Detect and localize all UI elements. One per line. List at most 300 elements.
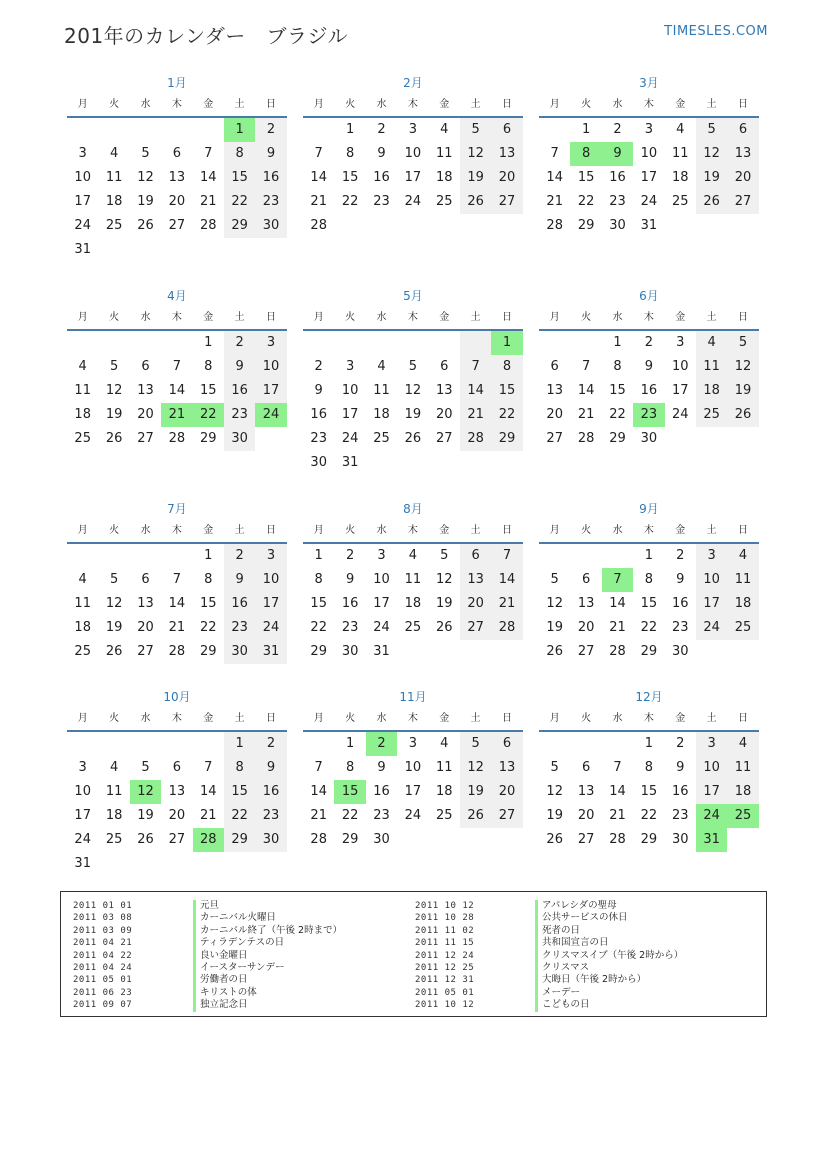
day-cell[interactable]: 16 [341, 596, 359, 611]
day-cell[interactable]: 17 [255, 379, 286, 403]
holiday-day-cell[interactable]: 25 [727, 804, 758, 828]
day-cell[interactable]: 20 [460, 592, 491, 616]
day-cell[interactable]: 20 [577, 620, 595, 635]
day-cell[interactable]: 21 [310, 808, 327, 823]
holiday-day-cell[interactable]: 8 [570, 142, 601, 166]
day-cell[interactable]: 28 [168, 431, 186, 446]
day-cell[interactable]: 1 [644, 548, 653, 563]
day-cell[interactable]: 6 [440, 359, 449, 374]
day-cell[interactable]: 8 [224, 142, 255, 166]
day-cell[interactable]: 20 [137, 620, 154, 635]
day-cell[interactable]: 19 [546, 620, 563, 635]
day-cell[interactable]: 22 [199, 620, 217, 635]
day-cell[interactable]: 11 [671, 146, 689, 161]
day-cell[interactable]: 14 [460, 379, 491, 403]
day-cell[interactable]: 23 [373, 194, 390, 209]
day-cell[interactable]: 9 [676, 760, 685, 775]
day-cell[interactable]: 28 [609, 644, 626, 659]
day-cell[interactable]: 23 [373, 808, 390, 823]
day-cell[interactable]: 21 [199, 194, 217, 209]
day-cell[interactable]: 11 [404, 572, 422, 587]
day-cell[interactable]: 8 [345, 146, 355, 161]
day-cell[interactable]: 1 [644, 736, 653, 751]
day-cell[interactable]: 11 [74, 596, 91, 611]
day-cell[interactable]: 13 [491, 142, 522, 166]
day-cell[interactable]: 10 [255, 568, 286, 592]
day-cell[interactable]: 9 [345, 572, 355, 587]
day-cell[interactable]: 1 [314, 548, 323, 563]
day-cell[interactable]: 9 [255, 142, 286, 166]
day-cell[interactable]: 18 [74, 620, 91, 635]
day-cell[interactable]: 18 [105, 194, 123, 209]
day-cell[interactable]: 14 [199, 784, 217, 799]
day-cell[interactable]: 28 [609, 832, 626, 847]
day-cell[interactable]: 4 [440, 122, 449, 137]
day-cell[interactable]: 2 [377, 122, 386, 137]
day-cell[interactable]: 3 [78, 146, 87, 161]
day-cell[interactable]: 25 [373, 431, 390, 446]
day-cell[interactable]: 5 [550, 572, 559, 587]
day-cell[interactable]: 20 [491, 166, 522, 190]
day-cell[interactable]: 14 [609, 596, 626, 611]
day-cell[interactable]: 2 [224, 544, 255, 568]
day-cell[interactable]: 25 [435, 194, 453, 209]
day-cell[interactable]: 4 [727, 732, 758, 756]
day-cell[interactable]: 5 [109, 359, 119, 374]
day-cell[interactable]: 22 [609, 407, 626, 422]
day-cell[interactable]: 8 [204, 359, 213, 374]
day-cell[interactable]: 11 [105, 170, 123, 185]
day-cell[interactable]: 22 [491, 403, 522, 427]
holiday-day-cell[interactable]: 15 [334, 780, 365, 804]
day-cell[interactable]: 5 [141, 146, 150, 161]
day-cell[interactable]: 22 [577, 194, 595, 209]
day-cell[interactable]: 11 [105, 784, 123, 799]
day-cell[interactable]: 19 [546, 808, 563, 823]
day-cell[interactable]: 27 [168, 832, 186, 847]
day-cell[interactable]: 9 [224, 355, 255, 379]
day-cell[interactable]: 26 [546, 644, 563, 659]
day-cell[interactable]: 13 [435, 383, 453, 398]
day-cell[interactable]: 10 [373, 572, 390, 587]
day-cell[interactable]: 3 [255, 544, 286, 568]
day-cell[interactable]: 24 [74, 218, 91, 233]
holiday-day-cell[interactable]: 12 [130, 780, 161, 804]
day-cell[interactable]: 22 [640, 808, 658, 823]
day-cell[interactable]: 10 [255, 355, 286, 379]
day-cell[interactable]: 27 [137, 431, 154, 446]
day-cell[interactable]: 27 [137, 644, 154, 659]
day-cell[interactable]: 15 [491, 379, 522, 403]
day-cell[interactable]: 6 [172, 760, 181, 775]
day-cell[interactable]: 6 [141, 572, 150, 587]
day-cell[interactable]: 18 [74, 407, 91, 422]
holiday-day-cell[interactable]: 9 [602, 142, 633, 166]
day-cell[interactable]: 14 [168, 383, 186, 398]
day-cell[interactable]: 6 [550, 359, 559, 374]
day-cell[interactable]: 28 [460, 427, 491, 451]
day-cell[interactable]: 16 [373, 784, 390, 799]
day-cell[interactable]: 2 [613, 122, 622, 137]
day-cell[interactable]: 12 [696, 142, 727, 166]
day-cell[interactable]: 20 [435, 407, 453, 422]
day-cell[interactable]: 30 [373, 832, 390, 847]
day-cell[interactable]: 16 [373, 170, 390, 185]
day-cell[interactable]: 13 [168, 170, 186, 185]
day-cell[interactable]: 16 [671, 596, 689, 611]
day-cell[interactable]: 15 [224, 780, 255, 804]
holiday-day-cell[interactable]: 1 [491, 331, 522, 355]
day-cell[interactable]: 13 [137, 383, 154, 398]
day-cell[interactable]: 4 [408, 548, 417, 563]
day-cell[interactable]: 2 [224, 331, 255, 355]
day-cell[interactable]: 2 [676, 736, 685, 751]
day-cell[interactable]: 16 [224, 379, 255, 403]
day-cell[interactable]: 7 [550, 146, 559, 161]
day-cell[interactable]: 13 [546, 383, 563, 398]
day-cell[interactable]: 27 [577, 832, 595, 847]
day-cell[interactable]: 21 [609, 620, 626, 635]
day-cell[interactable]: 24 [74, 832, 91, 847]
holiday-day-cell[interactable]: 31 [696, 828, 727, 852]
day-cell[interactable]: 25 [435, 808, 453, 823]
day-cell[interactable]: 19 [404, 407, 422, 422]
day-cell[interactable]: 19 [727, 379, 758, 403]
day-cell[interactable]: 19 [460, 166, 491, 190]
day-cell[interactable]: 24 [373, 620, 390, 635]
day-cell[interactable]: 24 [640, 194, 658, 209]
day-cell[interactable]: 10 [341, 383, 359, 398]
day-cell[interactable]: 30 [224, 427, 255, 451]
day-cell[interactable]: 26 [137, 218, 154, 233]
day-cell[interactable]: 29 [341, 832, 359, 847]
day-cell[interactable]: 12 [460, 756, 491, 780]
day-cell[interactable]: 14 [199, 170, 217, 185]
holiday-day-cell[interactable]: 28 [193, 828, 224, 852]
day-cell[interactable]: 10 [696, 756, 727, 780]
day-cell[interactable]: 30 [310, 455, 327, 470]
day-cell[interactable]: 31 [74, 856, 91, 871]
day-cell[interactable]: 6 [141, 359, 150, 374]
day-cell[interactable]: 29 [199, 431, 217, 446]
day-cell[interactable]: 21 [168, 620, 186, 635]
day-cell[interactable]: 25 [671, 194, 689, 209]
day-cell[interactable]: 7 [460, 355, 491, 379]
day-cell[interactable]: 28 [546, 218, 563, 233]
day-cell[interactable]: 7 [172, 359, 181, 374]
day-cell[interactable]: 5 [696, 118, 727, 142]
day-cell[interactable]: 31 [255, 640, 286, 664]
day-cell[interactable]: 6 [460, 544, 491, 568]
day-cell[interactable]: 5 [460, 118, 491, 142]
day-cell[interactable]: 15 [310, 596, 327, 611]
day-cell[interactable]: 19 [137, 194, 154, 209]
day-cell[interactable]: 27 [491, 190, 522, 214]
day-cell[interactable]: 9 [676, 572, 685, 587]
day-cell[interactable]: 4 [109, 760, 119, 775]
day-cell[interactable]: 21 [199, 808, 217, 823]
day-cell[interactable]: 31 [640, 218, 658, 233]
day-cell[interactable]: 16 [640, 383, 658, 398]
day-cell[interactable]: 10 [640, 146, 658, 161]
day-cell[interactable]: 17 [373, 596, 390, 611]
day-cell[interactable]: 4 [377, 359, 386, 374]
day-cell[interactable]: 11 [373, 383, 390, 398]
day-cell[interactable]: 26 [546, 832, 563, 847]
day-cell[interactable]: 13 [168, 784, 186, 799]
day-cell[interactable]: 18 [696, 379, 727, 403]
day-cell[interactable]: 23 [671, 808, 689, 823]
day-cell[interactable]: 29 [640, 644, 658, 659]
day-cell[interactable]: 16 [224, 592, 255, 616]
day-cell[interactable]: 17 [696, 592, 727, 616]
holiday-day-cell[interactable]: 2 [366, 732, 397, 756]
day-cell[interactable]: 29 [609, 431, 626, 446]
day-cell[interactable]: 26 [105, 431, 123, 446]
day-cell[interactable]: 6 [581, 760, 591, 775]
day-cell[interactable]: 6 [491, 732, 522, 756]
day-cell[interactable]: 9 [644, 359, 653, 374]
holiday-day-cell[interactable]: 24 [696, 804, 727, 828]
day-cell[interactable]: 3 [377, 548, 386, 563]
day-cell[interactable]: 8 [345, 760, 355, 775]
day-cell[interactable]: 16 [671, 784, 689, 799]
day-cell[interactable]: 17 [696, 780, 727, 804]
day-cell[interactable]: 17 [74, 194, 91, 209]
day-cell[interactable]: 27 [546, 431, 563, 446]
day-cell[interactable]: 24 [255, 616, 286, 640]
day-cell[interactable]: 8 [644, 572, 653, 587]
day-cell[interactable]: 24 [404, 808, 422, 823]
day-cell[interactable]: 10 [74, 784, 91, 799]
day-cell[interactable]: 23 [341, 620, 359, 635]
day-cell[interactable]: 3 [696, 732, 727, 756]
day-cell[interactable]: 1 [204, 548, 213, 563]
day-cell[interactable]: 27 [491, 804, 522, 828]
day-cell[interactable]: 2 [345, 548, 355, 563]
day-cell[interactable]: 18 [435, 170, 453, 185]
day-cell[interactable]: 11 [727, 568, 758, 592]
day-cell[interactable]: 12 [546, 596, 563, 611]
day-cell[interactable]: 26 [460, 190, 491, 214]
day-cell[interactable]: 12 [460, 142, 491, 166]
day-cell[interactable]: 29 [491, 427, 522, 451]
day-cell[interactable]: 9 [255, 756, 286, 780]
day-cell[interactable]: 28 [491, 616, 522, 640]
day-cell[interactable]: 27 [168, 218, 186, 233]
holiday-day-cell[interactable]: 24 [255, 403, 286, 427]
day-cell[interactable]: 22 [341, 194, 359, 209]
day-cell[interactable]: 11 [696, 355, 727, 379]
day-cell[interactable]: 6 [172, 146, 181, 161]
day-cell[interactable]: 5 [727, 331, 758, 355]
day-cell[interactable]: 22 [341, 808, 359, 823]
day-cell[interactable]: 21 [310, 194, 327, 209]
day-cell[interactable]: 24 [404, 194, 422, 209]
day-cell[interactable]: 15 [341, 170, 359, 185]
holiday-day-cell[interactable]: 22 [193, 403, 224, 427]
day-cell[interactable]: 19 [105, 620, 123, 635]
day-cell[interactable]: 18 [727, 592, 758, 616]
day-cell[interactable]: 20 [168, 808, 186, 823]
day-cell[interactable]: 7 [204, 760, 213, 775]
day-cell[interactable]: 25 [696, 403, 727, 427]
day-cell[interactable]: 3 [644, 122, 653, 137]
day-cell[interactable]: 27 [460, 616, 491, 640]
day-cell[interactable]: 30 [255, 828, 286, 852]
day-cell[interactable]: 9 [377, 760, 386, 775]
day-cell[interactable]: 20 [577, 808, 595, 823]
day-cell[interactable]: 12 [137, 170, 154, 185]
day-cell[interactable]: 25 [105, 218, 123, 233]
day-cell[interactable]: 1 [224, 732, 255, 756]
day-cell[interactable]: 19 [105, 407, 123, 422]
day-cell[interactable]: 26 [435, 620, 453, 635]
day-cell[interactable]: 6 [727, 118, 758, 142]
day-cell[interactable]: 13 [577, 596, 595, 611]
day-cell[interactable]: 24 [341, 431, 359, 446]
day-cell[interactable]: 13 [137, 596, 154, 611]
day-cell[interactable]: 22 [640, 620, 658, 635]
day-cell[interactable]: 21 [460, 403, 491, 427]
day-cell[interactable]: 17 [671, 383, 689, 398]
day-cell[interactable]: 3 [408, 122, 417, 137]
day-cell[interactable]: 1 [613, 335, 622, 350]
day-cell[interactable]: 7 [172, 572, 181, 587]
day-cell[interactable]: 5 [460, 732, 491, 756]
day-cell[interactable]: 20 [137, 407, 154, 422]
day-cell[interactable]: 27 [727, 190, 758, 214]
day-cell[interactable]: 14 [491, 568, 522, 592]
day-cell[interactable]: 26 [727, 403, 758, 427]
day-cell[interactable]: 24 [671, 407, 689, 422]
day-cell[interactable]: 26 [404, 431, 422, 446]
day-cell[interactable]: 28 [310, 832, 327, 847]
day-cell[interactable]: 27 [435, 431, 453, 446]
day-cell[interactable]: 25 [727, 616, 758, 640]
day-cell[interactable]: 2 [314, 359, 323, 374]
day-cell[interactable]: 2 [644, 335, 653, 350]
day-cell[interactable]: 19 [696, 166, 727, 190]
day-cell[interactable]: 23 [671, 620, 689, 635]
day-cell[interactable]: 4 [78, 572, 87, 587]
day-cell[interactable]: 8 [491, 355, 522, 379]
day-cell[interactable]: 20 [546, 407, 563, 422]
day-cell[interactable]: 28 [577, 431, 595, 446]
day-cell[interactable]: 16 [609, 170, 626, 185]
day-cell[interactable]: 18 [404, 596, 422, 611]
day-cell[interactable]: 29 [199, 644, 217, 659]
day-cell[interactable]: 5 [440, 548, 449, 563]
day-cell[interactable]: 6 [491, 118, 522, 142]
day-cell[interactable]: 15 [199, 383, 217, 398]
day-cell[interactable]: 10 [74, 170, 91, 185]
holiday-day-cell[interactable]: 23 [633, 403, 664, 427]
day-cell[interactable]: 13 [460, 568, 491, 592]
day-cell[interactable]: 16 [255, 166, 286, 190]
day-cell[interactable]: 30 [341, 644, 359, 659]
day-cell[interactable]: 7 [314, 760, 323, 775]
day-cell[interactable]: 8 [644, 760, 653, 775]
day-cell[interactable]: 18 [435, 784, 453, 799]
day-cell[interactable]: 9 [377, 146, 386, 161]
day-cell[interactable]: 20 [727, 166, 758, 190]
day-cell[interactable]: 15 [199, 596, 217, 611]
day-cell[interactable]: 11 [727, 756, 758, 780]
day-cell[interactable]: 23 [224, 616, 255, 640]
day-cell[interactable]: 4 [727, 544, 758, 568]
day-cell[interactable]: 3 [255, 331, 286, 355]
day-cell[interactable]: 16 [310, 407, 327, 422]
day-cell[interactable]: 19 [435, 596, 453, 611]
day-cell[interactable]: 20 [168, 194, 186, 209]
day-cell[interactable]: 4 [696, 331, 727, 355]
day-cell[interactable]: 1 [204, 335, 213, 350]
day-cell[interactable]: 15 [609, 383, 626, 398]
day-cell[interactable]: 30 [671, 832, 689, 847]
day-cell[interactable]: 15 [224, 166, 255, 190]
day-cell[interactable]: 14 [310, 170, 327, 185]
day-cell[interactable]: 8 [613, 359, 622, 374]
day-cell[interactable]: 18 [671, 170, 689, 185]
day-cell[interactable]: 23 [255, 190, 286, 214]
day-cell[interactable]: 30 [224, 640, 255, 664]
day-cell[interactable]: 11 [435, 760, 453, 775]
day-cell[interactable]: 2 [255, 732, 286, 756]
day-cell[interactable]: 5 [141, 760, 150, 775]
day-cell[interactable]: 5 [550, 760, 559, 775]
day-cell[interactable]: 31 [373, 644, 390, 659]
day-cell[interactable]: 21 [546, 194, 563, 209]
day-cell[interactable]: 2 [255, 118, 286, 142]
day-cell[interactable]: 22 [310, 620, 327, 635]
day-cell[interactable]: 30 [671, 644, 689, 659]
day-cell[interactable]: 22 [224, 190, 255, 214]
day-cell[interactable]: 26 [696, 190, 727, 214]
day-cell[interactable]: 17 [255, 592, 286, 616]
day-cell[interactable]: 14 [546, 170, 563, 185]
day-cell[interactable]: 1 [345, 122, 355, 137]
day-cell[interactable]: 28 [168, 644, 186, 659]
day-cell[interactable]: 17 [341, 407, 359, 422]
day-cell[interactable]: 21 [577, 407, 595, 422]
day-cell[interactable]: 1 [345, 736, 355, 751]
day-cell[interactable]: 7 [613, 760, 622, 775]
day-cell[interactable]: 14 [168, 596, 186, 611]
day-cell[interactable]: 14 [577, 383, 595, 398]
day-cell[interactable]: 15 [640, 596, 658, 611]
day-cell[interactable]: 23 [609, 194, 626, 209]
day-cell[interactable]: 10 [696, 568, 727, 592]
holiday-day-cell[interactable]: 21 [161, 403, 192, 427]
day-cell[interactable]: 12 [546, 784, 563, 799]
day-cell[interactable]: 3 [696, 544, 727, 568]
day-cell[interactable]: 31 [341, 455, 359, 470]
day-cell[interactable]: 11 [74, 383, 91, 398]
day-cell[interactable]: 26 [460, 804, 491, 828]
day-cell[interactable]: 7 [581, 359, 591, 374]
day-cell[interactable]: 31 [74, 242, 91, 257]
day-cell[interactable]: 25 [404, 620, 422, 635]
day-cell[interactable]: 12 [105, 383, 123, 398]
day-cell[interactable]: 17 [404, 784, 422, 799]
day-cell[interactable]: 24 [696, 616, 727, 640]
day-cell[interactable]: 14 [310, 784, 327, 799]
day-cell[interactable]: 25 [74, 431, 91, 446]
day-cell[interactable]: 5 [408, 359, 417, 374]
holiday-day-cell[interactable]: 7 [602, 568, 633, 592]
day-cell[interactable]: 16 [255, 780, 286, 804]
